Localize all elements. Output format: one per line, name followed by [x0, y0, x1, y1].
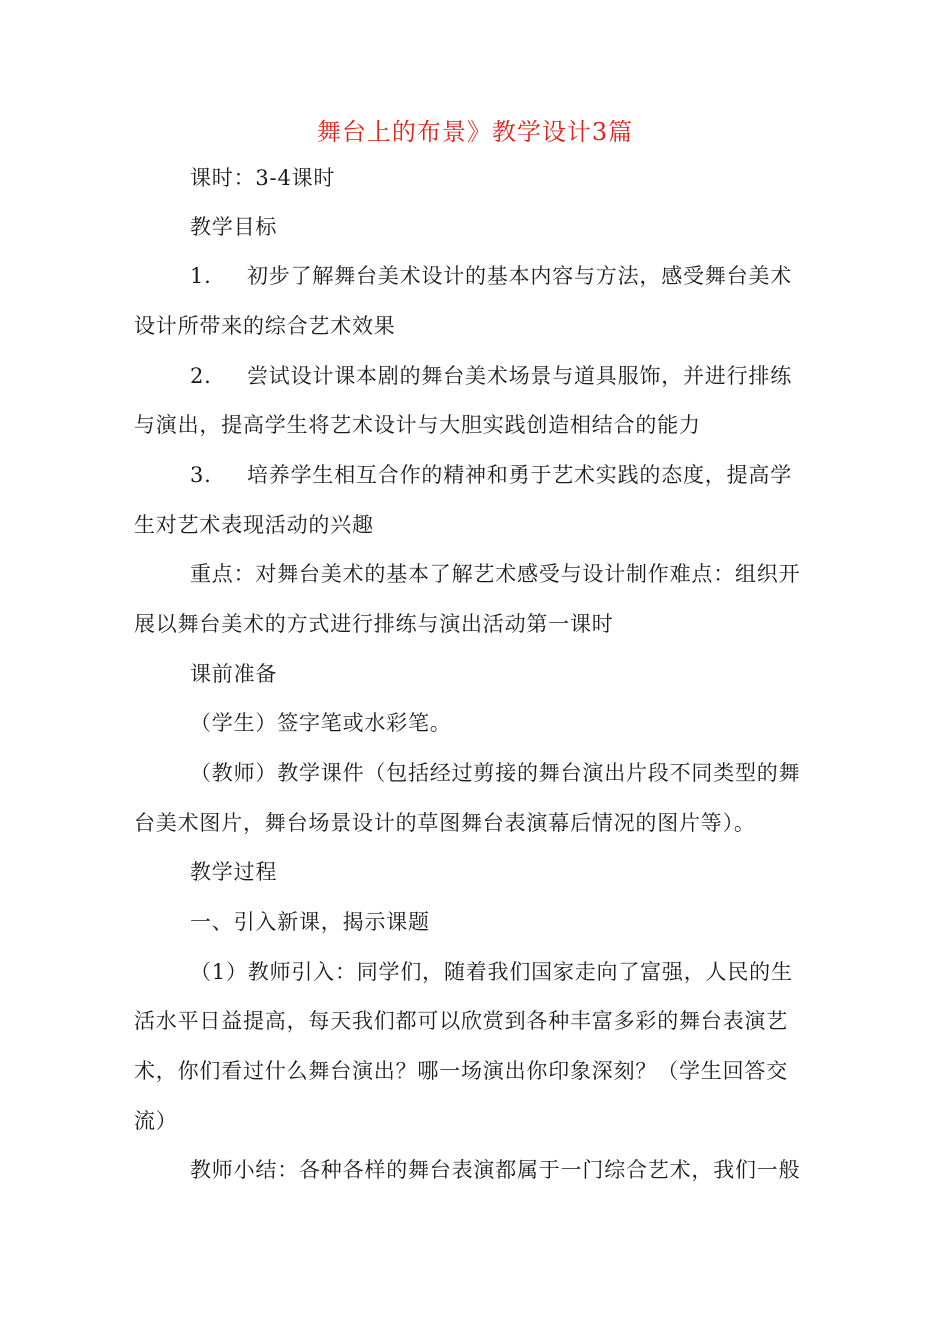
text-line: 重点：对舞台美术的基本了解艺术感受与设计制作难点：组织开: [190, 562, 801, 586]
text-line: 课时：3-4课时: [190, 166, 336, 190]
text-line: 教师小结：各种各样的舞台表演都属于一门综合艺术，我们一般: [190, 1158, 801, 1182]
text-line: 课前准备: [190, 662, 278, 686]
text-line: （学生）签字笔或水彩笔。: [190, 711, 452, 735]
item-number: 3.: [190, 463, 212, 487]
numbered-item: [190, 261, 792, 291]
text-line: 培养学生相互合作的精神和勇于艺术实践的态度，提高学: [247, 463, 792, 487]
text-line: 活水平日益提高，每天我们都可以欣赏到各种丰富多彩的舞台表演艺: [134, 1009, 788, 1033]
numbered-item: [190, 361, 792, 391]
text-line: 术，你们看过什么舞台演出？哪一场演出你印象深刻？（学生回答交: [134, 1059, 788, 1083]
text-line: 设计所带来的综合艺术效果: [134, 314, 396, 338]
text-line: 教学过程: [190, 860, 278, 884]
text-line: 台美术图片，舞台场景设计的草图舞台表演幕后情况的图片等）。: [134, 811, 756, 835]
text-line: 初步了解舞台美术设计的基本内容与方法，感受舞台美术: [247, 264, 792, 288]
text-line: 流）: [134, 1109, 178, 1133]
text-line: 尝试设计课本剧的舞台美术场景与道具服饰，并进行排练: [247, 364, 792, 388]
text-line: 展以舞台美术的方式进行排练与演出活动第一课时: [134, 612, 614, 636]
item-number: 2.: [190, 364, 212, 388]
text-line: （1）教师引入：同学们，随着我们国家走向了富强，人民的生: [190, 960, 793, 984]
text-line: 生对艺术表现活动的兴趣: [134, 513, 374, 537]
numbered-item: [190, 460, 792, 490]
text-line: （教师）教学课件（包括经过剪接的舞台演出片段不同类型的舞: [190, 761, 801, 785]
text-line: 与演出，提高学生将艺术设计与大胆实践创造相结合的能力: [134, 413, 701, 437]
text-line: 一、引入新课，揭示课题: [190, 910, 430, 934]
text-line: 教学目标: [190, 215, 278, 239]
item-number: 1.: [190, 264, 212, 288]
document-title: 舞台上的布景》教学设计3篇: [316, 118, 634, 146]
